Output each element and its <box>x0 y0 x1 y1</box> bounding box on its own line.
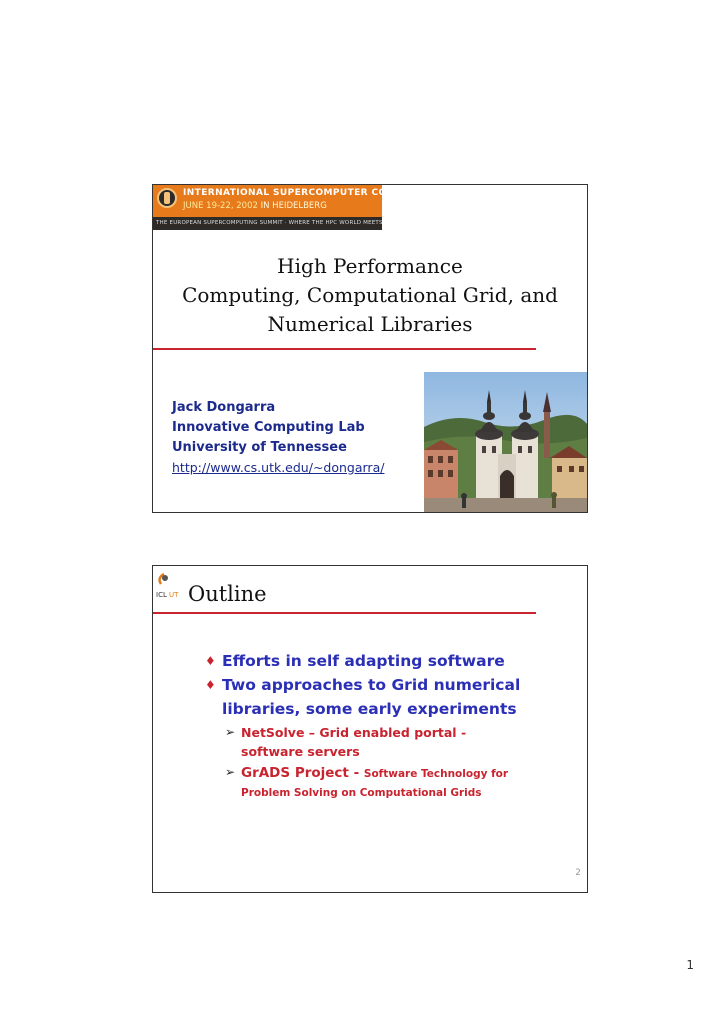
arrow-bullet-icon: ➢ <box>225 765 236 779</box>
slide-number: 2 <box>575 868 581 878</box>
slide-outline <box>152 565 588 893</box>
conference-banner <box>153 185 443 230</box>
diamond-bullet-icon: ♦ <box>205 654 216 668</box>
author-block <box>172 398 384 478</box>
slide-title-text <box>153 252 587 339</box>
bullet-text-line-2: libraries, some early experiments <box>222 700 517 718</box>
sub-bullet-line-2: software servers <box>241 744 360 759</box>
sub-bullet-line-2: Problem Solving on Computational Grids <box>241 787 482 799</box>
slide-title <box>152 184 588 513</box>
outline-list <box>205 649 585 803</box>
sub-bullet-line-1 <box>241 763 585 784</box>
page-number: 1 <box>686 958 694 972</box>
title-divider <box>153 348 536 350</box>
author-university: University of Tennessee <box>172 440 347 455</box>
banner-strip: THE EUROPEAN SUPERCOMPUTING SUMMIT · WHERE THE HPC WORLD MEETS <box>153 217 382 230</box>
svg-text:UT: UT <box>169 591 179 599</box>
arrow-bullet-icon: ➢ <box>225 725 236 739</box>
title-line-1: High Performance <box>277 254 463 278</box>
diamond-bullet-icon: ♦ <box>205 678 216 692</box>
author-name: Jack Dongarra <box>172 400 276 415</box>
list-item <box>205 649 585 673</box>
sub-list-item <box>225 723 585 761</box>
banner-place: IN HEIDELBERG <box>257 201 327 211</box>
svg-text:ICL: ICL <box>156 591 167 599</box>
banner-conference-name: INTERNATIONAL SUPERCOMPUTER CONFERENCE <box>183 188 443 198</box>
grads-project-desc: Software Technology for <box>363 768 509 780</box>
outline-title: Outline <box>188 582 267 606</box>
sub-list-item <box>225 763 585 803</box>
isc-logo-icon <box>157 188 177 208</box>
sub-bullet-line-1: NetSolve – Grid enabled portal - <box>241 725 467 740</box>
bullet-text: Efforts in self adapting software <box>222 652 505 670</box>
banner-date-place <box>183 201 327 211</box>
grads-project-label: GrADS Project - <box>241 765 364 781</box>
title-line-2: Computing, Computational Grid, and <box>182 283 558 307</box>
author-url-link[interactable]: http://www.cs.utk.edu/~dongarra/ <box>172 460 385 475</box>
heidelberg-bridge-photo <box>424 372 587 512</box>
icl-logo-icon <box>155 570 183 600</box>
author-lab: Innovative Computing Lab <box>172 420 365 435</box>
outline-divider <box>153 612 536 614</box>
list-item <box>205 673 585 721</box>
banner-date: JUNE 19-22, 2002 <box>183 201 258 211</box>
title-line-3: Numerical Libraries <box>267 312 473 336</box>
bullet-text-line-1: Two approaches to Grid numerical <box>222 676 521 694</box>
